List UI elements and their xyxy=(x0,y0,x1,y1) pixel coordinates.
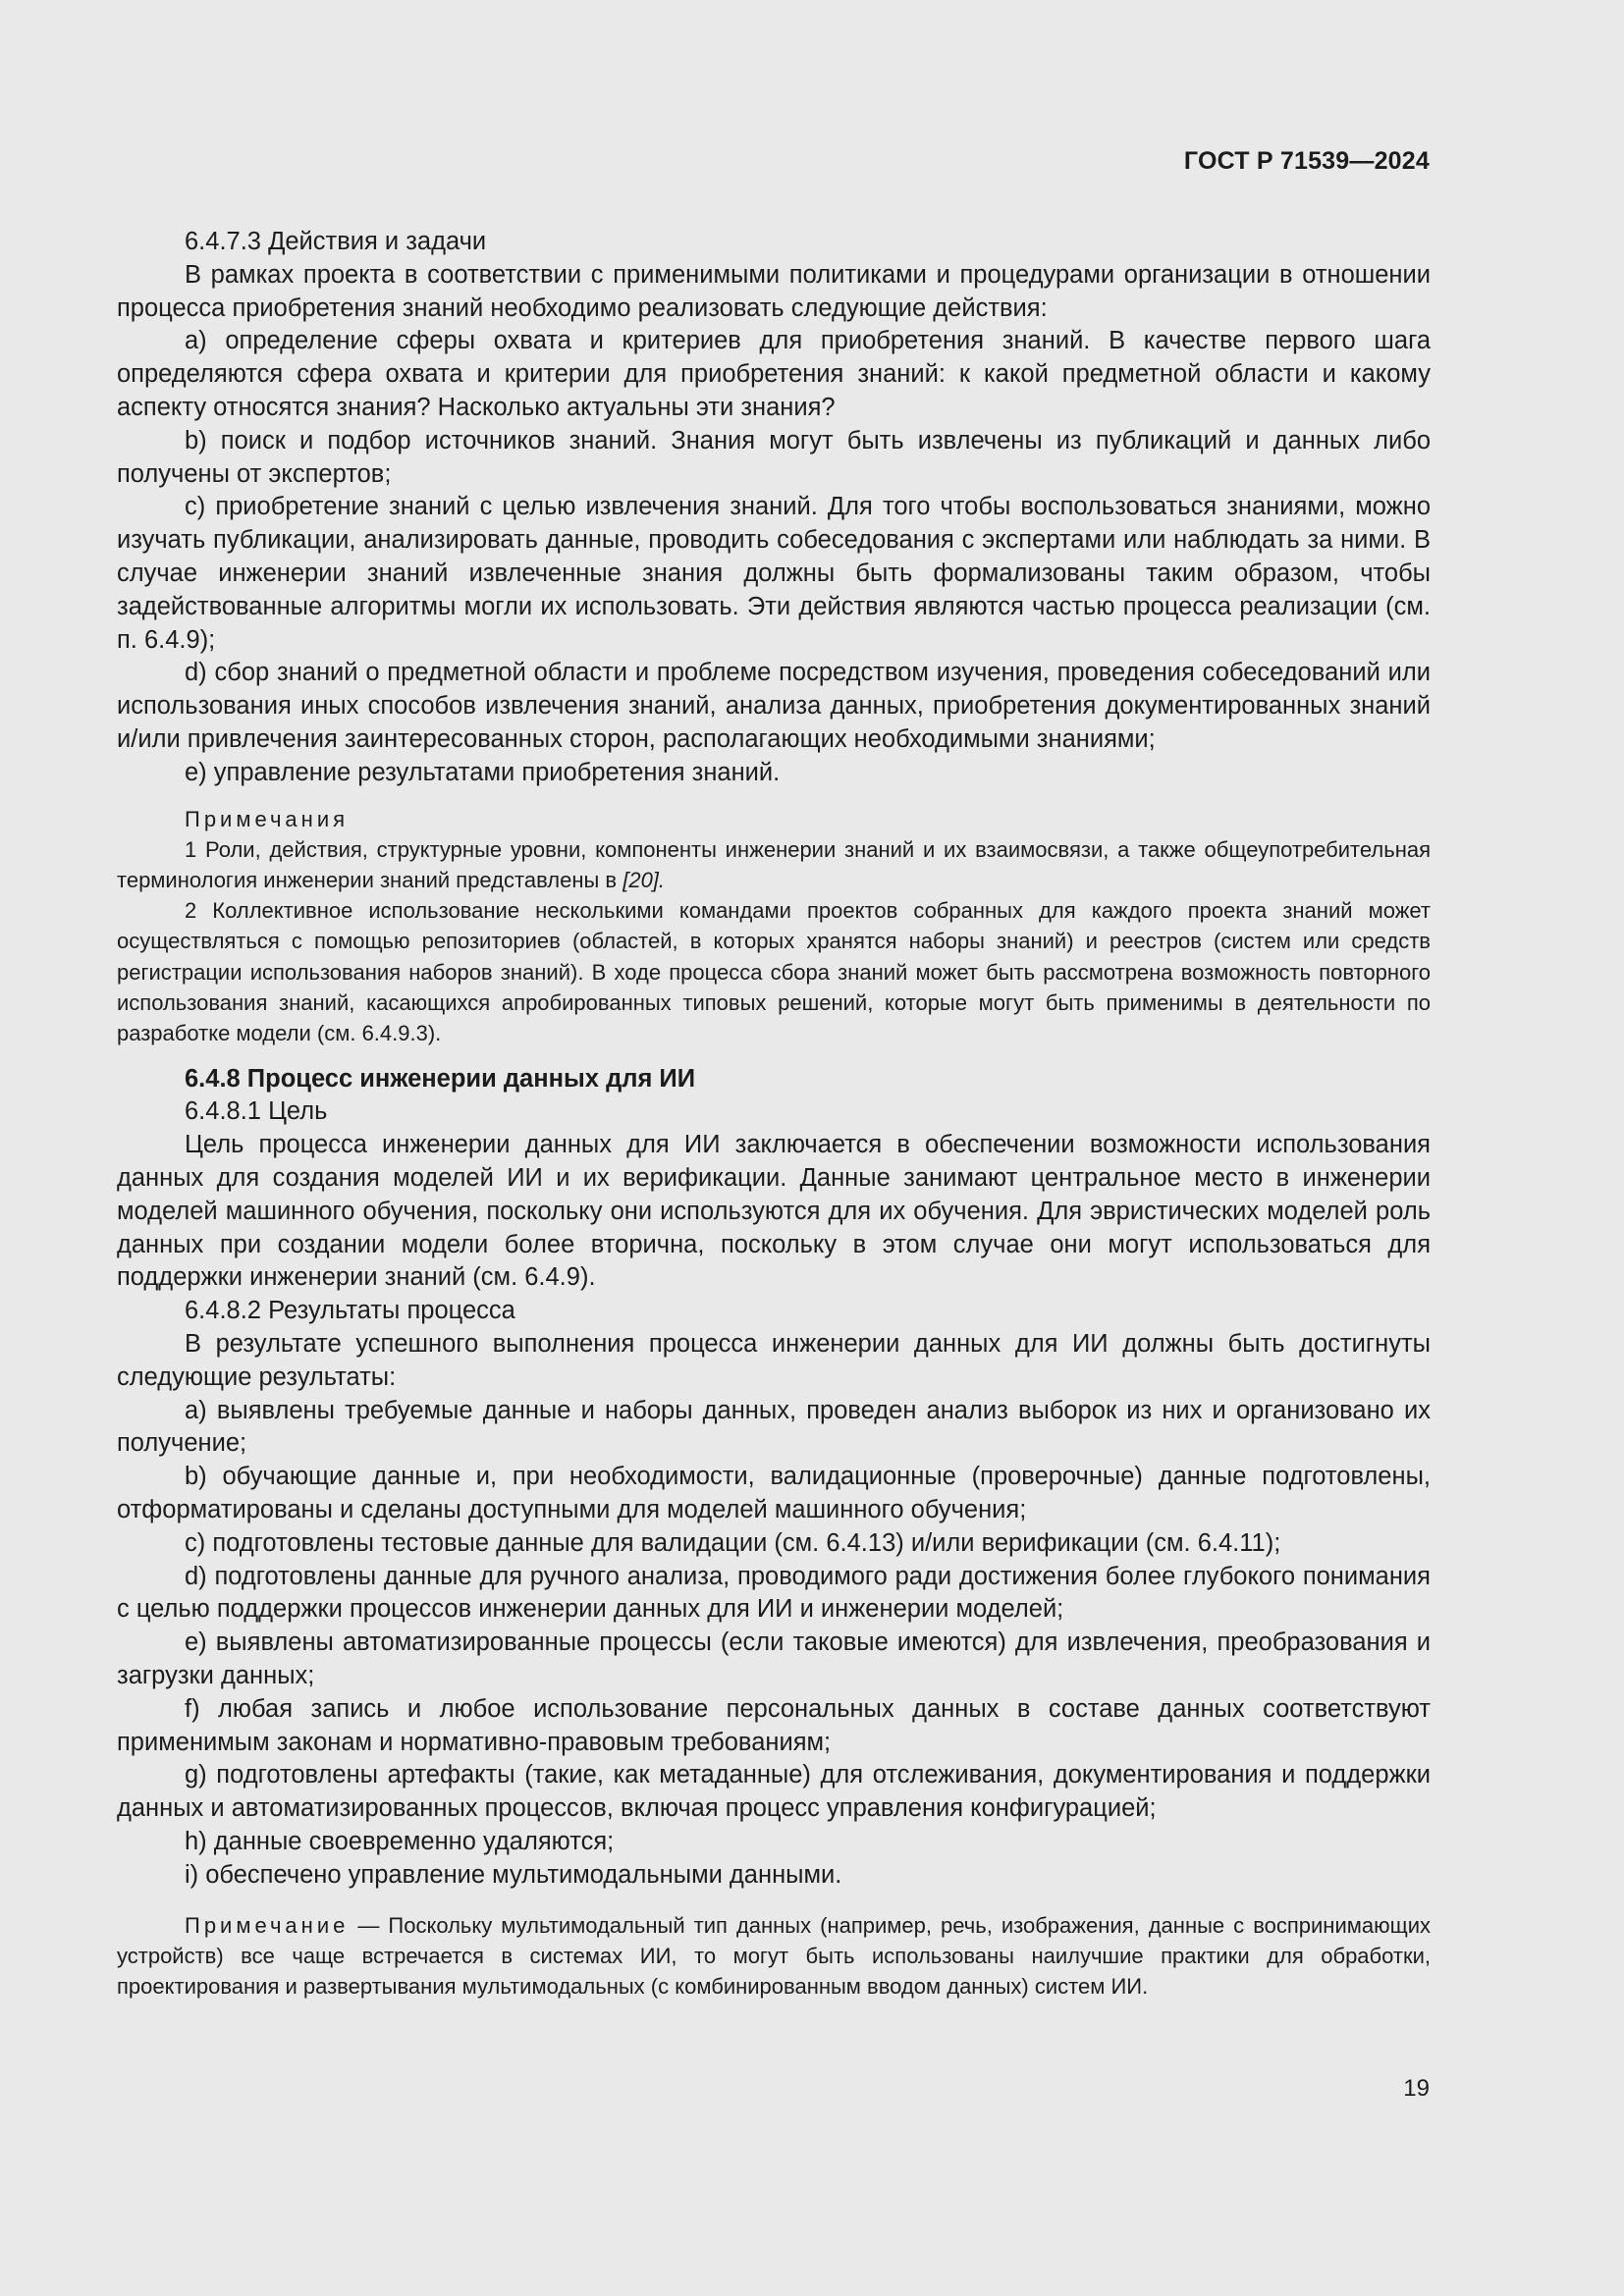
section-6481-text: Цель процесса инженерии данных для ИИ заключается в обеспечении возможности использования данных для создания моделей ИИ и их верификации. Данные занимают центральное место в инженерии моделей машинного обучения, поскольку они используются для их обучения. Для эвристических моделей роль данных при создании модели более вторична, поскольку в этом случае они могут использоваться для поддержки инженерии знаний (см. 6.4.9). xyxy=(117,1131,1431,1292)
note-1-reference: [20]. xyxy=(623,867,666,892)
document-header: ГОСТ Р 71539—2024 xyxy=(1183,147,1430,175)
section-6482-title: 6.4.8.2 Результаты процесса xyxy=(185,1297,515,1325)
final-note-label: Примечание xyxy=(185,1912,350,1938)
result-item: a) выявлены требуемые данные и наборы данных, проведен анализ выборок из них и организовано их получение; xyxy=(117,1396,1431,1458)
list-item: d) сбор знаний о предметной области и проблеме посредством изучения, проведения собеседований или использования иных способов извлечения знаний, анализа данных, приобретения документированных знаний и/или привлечения заинтересованных сторон, располагающих необходимыми знаниями; xyxy=(117,659,1431,753)
list-item: b) поиск и подбор источников знаний. Знания могут быть извлечены из публикаций и данных либо получены от экспертов; xyxy=(117,426,1431,488)
section-6473-intro: В рамках проекта в соответствии с применимыми политиками и процедурами организации в отношении процесса приобретения знаний необходимо реализовать следующие действия: xyxy=(117,260,1431,322)
list-item: e) управление результатами приобретения знаний. xyxy=(185,758,781,786)
result-item: b) обучающие данные и, при необходимости, валидационные (проверочные) данные подготовлены, отформатированы и сделаны доступными для моделей машинного обучения; xyxy=(117,1463,1431,1523)
note-2: 2 Коллективное использование несколькими командами проектов собранных для каждого проекта знаний может осуществляться с помощью репозиториев (областей, в которых хранятся наборы знаний) и реестров (систем или средств регистрации использования наборов знаний). В ходе процесса сбора знаний может быть рассмотрена возможность повторного использования знаний, касающихся апробированных типовых решений, которые могут быть применимы в деятельности по разработке модели (см. 6.4.9.3). xyxy=(117,898,1431,1046)
result-item: e) выявлены автоматизированные процессы (если таковые имеются) для извлечения, преобразования и загрузки данных; xyxy=(117,1629,1431,1689)
final-note-text: — Поскольку мультимодальный тип данных (например, речь, изображения, данные с воспринимающих устройств) все чаще встречается в системах ИИ, то могут быть использованы наилучшие практики для обработки, проектирования и развертывания мультимодальных (с комбинированным вводом данных) систем ИИ. xyxy=(117,1912,1431,2000)
result-item: i) обеспечено управление мультимодальными данными. xyxy=(185,1860,842,1889)
page-content xyxy=(117,226,1431,2002)
section-6473-title: 6.4.7.3 Действия и задачи xyxy=(185,228,487,255)
result-item: g) подготовлены артефакты (такие, как метаданные) для отслеживания, документирования и поддержки данных и автоматизированных процессов, включая процесс управления конфигурацией; xyxy=(117,1761,1431,1823)
result-item: c) подготовлены тестовые данные для валидации (см. 6.4.13) и/или верификации (см. 6.4.11); xyxy=(185,1528,1281,1557)
list-item: c) приобретение знаний с целью извлечения знаний. Для того чтобы воспользоваться знаниями, можно изучать публикации, анализировать данные, проводить собеседования с экспертами или наблюдать за ними. В случае инженерии знаний извлеченные знания должны быть формализованы таким образом, чтобы задействованные алгоритмы могли их использовать. Эти действия являются частью процесса реализации (см. п. 6.4.9); xyxy=(117,493,1431,654)
result-item: h) данные своевременно удаляются; xyxy=(185,1827,615,1855)
note-1 xyxy=(117,834,1431,896)
result-item: d) подготовлены данные для ручного анализа, проводимого ради достижения более глубокого понимания с целью поддержки процессов инженерии данных для ИИ и инженерии моделей; xyxy=(117,1562,1431,1624)
result-item: f) любая запись и любое использование персональных данных в составе данных соответствуют применимым законам и нормативно-правовым требованиям; xyxy=(117,1694,1431,1756)
final-note xyxy=(117,1910,1431,2002)
section-6482-intro: В результате успешного выполнения процесса инженерии данных для ИИ должны быть достигнуты следующие результаты: xyxy=(117,1330,1431,1391)
page-number: 19 xyxy=(1403,2075,1430,2102)
section-6481-title: 6.4.8.1 Цель xyxy=(185,1097,328,1126)
section-648-title: 6.4.8 Процесс инженерии данных для ИИ xyxy=(185,1064,696,1093)
notes-title: Примечания xyxy=(185,806,350,831)
list-item: a) определение сферы охвата и критериев для приобретения знаний. В качестве первого шага определяются сфера охвата и критерии для приобретения знаний: к какой предметной области и какому аспекту относятся знания? Насколько актуальны эти знания? xyxy=(117,327,1431,421)
note-1-text: 1 Роли, действия, структурные уровни, компоненты инженерии знаний и их взаимосвязи, а также общеупотребительная терминология инженерии знаний представлены в xyxy=(117,836,1431,892)
